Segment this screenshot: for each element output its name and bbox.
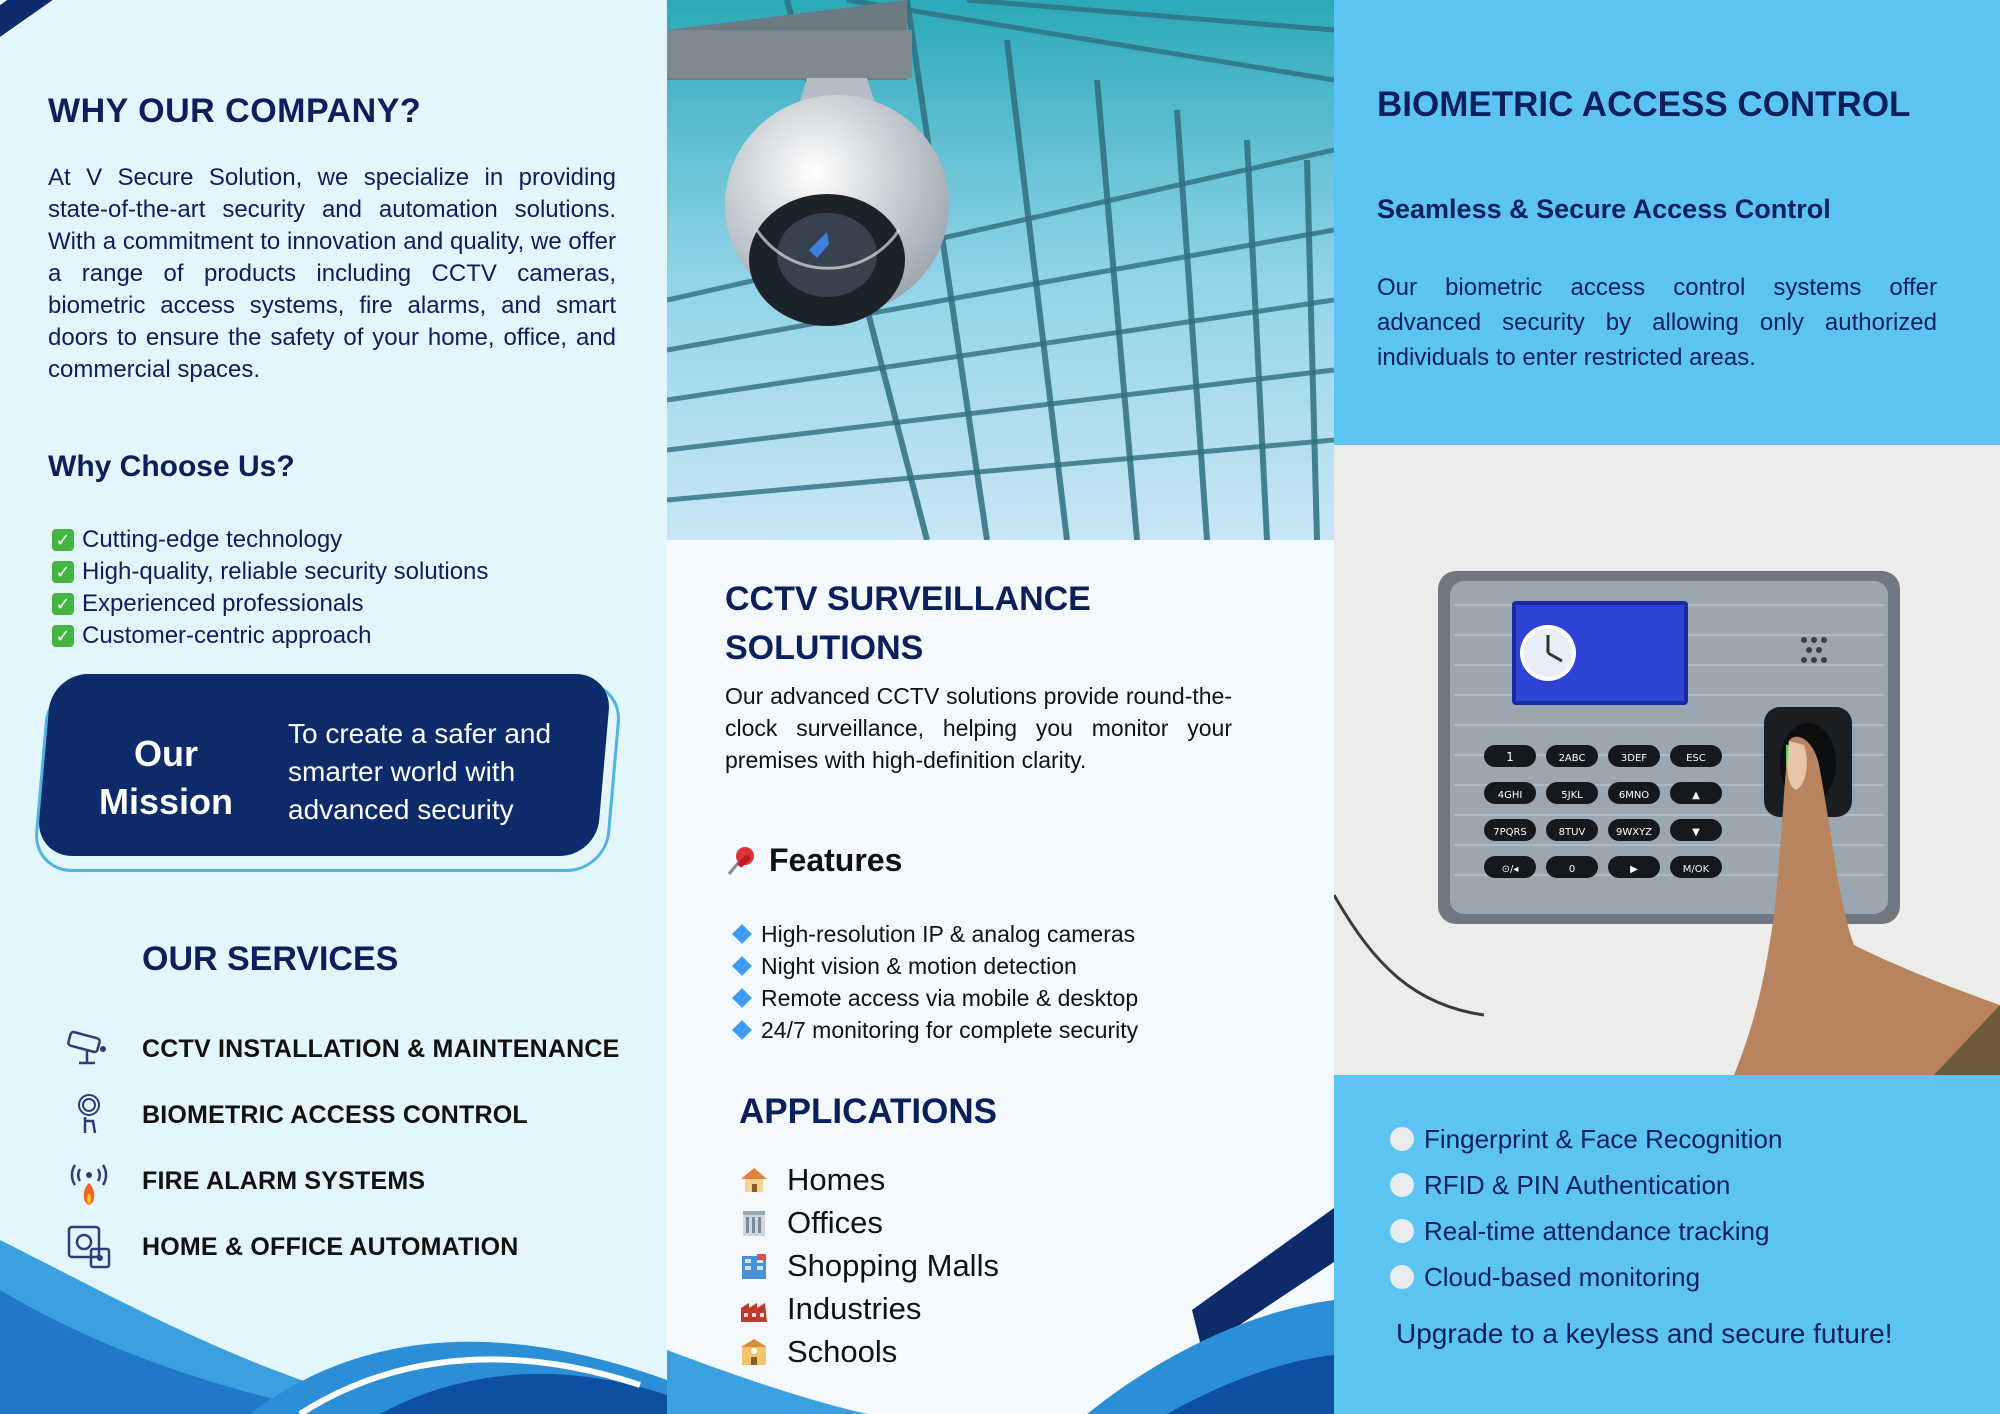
list-item: Night vision & motion detection	[735, 950, 1138, 982]
biometric-device-illustration	[1334, 445, 2000, 1075]
checkmark-icon: ✓	[52, 561, 74, 583]
biometric-device-photo	[1334, 445, 2000, 1075]
circle-bullet-icon	[1390, 1173, 1414, 1197]
list-item: ✓ Experienced professionals	[52, 588, 488, 620]
keypad-key	[1608, 819, 1660, 841]
list-item: Remote access via mobile & desktop	[735, 982, 1138, 1014]
list-item: Schools	[739, 1330, 999, 1373]
keypad-key	[1608, 745, 1660, 767]
svg-text:4GHI: 4GHI	[1497, 790, 1523, 801]
fingerprint-touch-icon	[64, 1090, 114, 1140]
svg-text:2ABC: 2ABC	[1558, 753, 1586, 764]
keypad-key	[1670, 819, 1722, 841]
service-item: BIOMETRIC ACCESS CONTROL	[64, 1082, 619, 1148]
keypad-key	[1546, 856, 1598, 878]
services-title: OUR SERVICES	[142, 940, 399, 978]
svg-text:7PQRS: 7PQRS	[1493, 827, 1527, 838]
list-item: ✓ High-quality, reliable security solutions	[52, 556, 488, 588]
decorative-wave	[0, 1180, 667, 1414]
keypad-key	[1484, 745, 1536, 767]
keypad-key	[1608, 782, 1660, 804]
keypad-key	[1484, 856, 1536, 878]
list-item: Fingerprint & Face Recognition	[1390, 1116, 1782, 1162]
choose-list	[52, 524, 488, 652]
diamond-bullet-icon	[732, 988, 752, 1008]
circle-bullet-icon	[1390, 1127, 1414, 1151]
checkmark-icon: ✓	[52, 593, 74, 615]
keypad-key	[1670, 745, 1722, 767]
list-item: Real-time attendance tracking	[1390, 1208, 1782, 1254]
pushpin-icon	[725, 844, 759, 878]
svg-text:⊙/◂: ⊙/◂	[1501, 864, 1519, 875]
diamond-bullet-icon	[732, 956, 752, 976]
svg-text:▲: ▲	[1692, 790, 1700, 801]
svg-text:1: 1	[1506, 750, 1514, 764]
list-item: ✓ Cutting-edge technology	[52, 524, 488, 556]
svg-text:M/OK: M/OK	[1682, 864, 1710, 875]
decorative-wave	[667, 1190, 1334, 1414]
service-item: HOME & OFFICE AUTOMATION	[64, 1214, 619, 1280]
list-item: Shopping Malls	[739, 1244, 999, 1287]
biometric-paragraph: Our biometric access control systems offer advanced security by allowing only authorized individuals to enter restricted areas.	[1377, 274, 1937, 371]
middle-panel	[667, 0, 1334, 1414]
choose-title: Why Choose Us?	[48, 450, 295, 483]
list-item: Offices	[739, 1201, 999, 1244]
diamond-bullet-icon	[732, 924, 752, 944]
checkmark-icon: ✓	[52, 529, 74, 551]
circle-bullet-icon	[1390, 1265, 1414, 1289]
svg-text:ESC: ESC	[1686, 753, 1706, 764]
keypad-key	[1546, 745, 1598, 767]
cctv-paragraph: Our advanced CCTV solutions provide round-the-clock surveillance, helping you monitor your premises with high-definition clarity.	[725, 683, 1232, 773]
keypad-key	[1670, 782, 1722, 804]
svg-text:▼: ▼	[1692, 827, 1700, 838]
keypad-key	[1608, 856, 1660, 878]
keypad-key	[1484, 819, 1536, 841]
svg-text:▶: ▶	[1630, 864, 1638, 875]
cctv-dome-camera-photo	[667, 0, 1334, 540]
list-item: ✓ Customer-centric approach	[52, 620, 488, 652]
circle-bullet-icon	[1390, 1219, 1414, 1243]
list-item: RFID & PIN Authentication	[1390, 1162, 1782, 1208]
svg-text:8TUV: 8TUV	[1558, 827, 1586, 838]
biometric-features-list	[1390, 1116, 1782, 1300]
biometric-title: BIOMETRIC ACCESS CONTROL	[1377, 85, 1911, 124]
about-paragraph: At V Secure Solution, we specialize in providing state-of-the-art security and automation solutions. With a commitment to innovation and quality, we offer a range of products including CCTV cameras, biometric access systems, fire alarms, and smart doors to ensure the safety of your home, office, and commercial spaces.	[48, 164, 616, 383]
cctv-title: CCTV SURVEILLANCE SOLUTIONS	[725, 580, 1091, 667]
keypad-key	[1546, 782, 1598, 804]
svg-text:0: 0	[1568, 864, 1576, 875]
features-list	[735, 918, 1138, 1046]
list-item: Homes	[739, 1158, 999, 1201]
mission-title: Our Mission	[98, 733, 233, 822]
service-item: FIRE ALARM SYSTEMS	[64, 1148, 619, 1214]
left-panel	[0, 0, 667, 1414]
mission-text: To create a safer and smarter world with advanced security	[288, 718, 552, 825]
svg-text:3DEF: 3DEF	[1620, 753, 1648, 764]
right-panel	[1334, 0, 2000, 1414]
biometric-subtitle: Seamless & Secure Access Control	[1377, 194, 1831, 224]
service-item: CCTV INSTALLATION & MAINTENANCE	[64, 1016, 619, 1082]
list-item: Industries	[739, 1287, 999, 1330]
list-item: High-resolution IP & analog cameras	[735, 918, 1138, 950]
svg-text:6MNO: 6MNO	[1618, 790, 1650, 801]
keypad-key	[1484, 782, 1536, 804]
features-title: Features	[725, 842, 902, 879]
svg-text:5JKL: 5JKL	[1561, 790, 1583, 801]
list-item: 24/7 monitoring for complete security	[735, 1014, 1138, 1046]
checkmark-icon: ✓	[52, 625, 74, 647]
why-title: WHY OUR COMPANY?	[48, 92, 422, 130]
list-item: Cloud-based monitoring	[1390, 1254, 1782, 1300]
diamond-bullet-icon	[732, 1020, 752, 1040]
biometric-cta: Upgrade to a keyless and secure future!	[1396, 1318, 1893, 1349]
keypad-key	[1670, 856, 1722, 878]
svg-text:9WXYZ: 9WXYZ	[1615, 827, 1653, 838]
decorative-stripe	[0, 0, 129, 61]
keypad-key	[1546, 819, 1598, 841]
cctv-camera-icon	[64, 1024, 114, 1074]
applications-title: APPLICATIONS	[739, 1092, 997, 1131]
